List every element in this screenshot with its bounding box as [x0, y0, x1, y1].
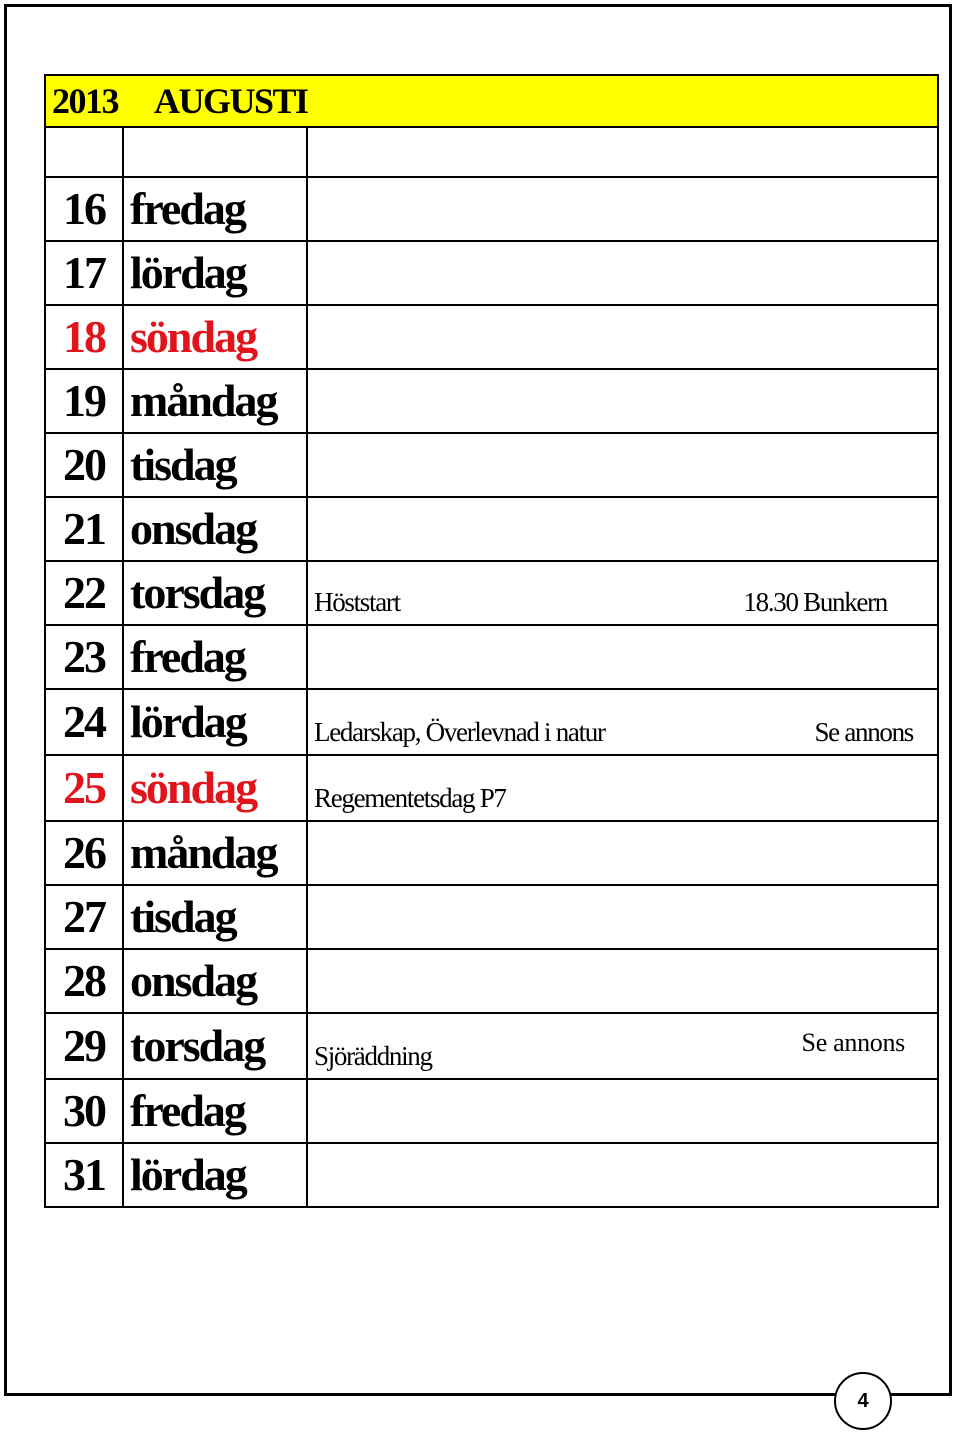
day-name: onsdag [123, 497, 307, 561]
day-name: tisdag [123, 433, 307, 497]
calendar-header [45, 75, 938, 127]
day-name: måndag [123, 821, 307, 885]
event-cell [307, 177, 938, 241]
header-year: 2013 [52, 81, 118, 121]
day-name: tisdag [123, 885, 307, 949]
day-row [45, 1013, 938, 1079]
event-cell [307, 885, 938, 949]
day-name: lördag [123, 689, 307, 755]
day-name: måndag [123, 369, 307, 433]
day-number: 18 [45, 305, 123, 369]
day-row [45, 433, 938, 497]
day-name: fredag [123, 1079, 307, 1143]
event-cell [307, 1013, 938, 1079]
day-number: 19 [45, 369, 123, 433]
event-text: Regementetsdag P7 [314, 783, 506, 813]
event-text: Sjöräddning [314, 1041, 432, 1071]
day-row [45, 885, 938, 949]
day-number: 26 [45, 821, 123, 885]
day-row [45, 1143, 938, 1207]
day-name: onsdag [123, 949, 307, 1013]
day-row [45, 1079, 938, 1143]
event-cell [307, 821, 938, 885]
event-cell [307, 561, 938, 625]
day-number: 24 [45, 689, 123, 755]
event-cell [307, 241, 938, 305]
day-row [45, 369, 938, 433]
event-cell [307, 625, 938, 689]
spacer-cell [307, 127, 938, 177]
day-row [45, 689, 938, 755]
page-number: 4 [834, 1372, 892, 1430]
day-number: 22 [45, 561, 123, 625]
day-number: 16 [45, 177, 123, 241]
day-row [45, 821, 938, 885]
day-row [45, 177, 938, 241]
day-row [45, 949, 938, 1013]
day-number: 17 [45, 241, 123, 305]
day-row [45, 625, 938, 689]
day-name: torsdag [123, 1013, 307, 1079]
event-time-location: 18.30 Bunkern [743, 587, 888, 617]
event-cell [307, 1079, 938, 1143]
day-number: 29 [45, 1013, 123, 1079]
day-number: 20 [45, 433, 123, 497]
event-cell [307, 689, 938, 755]
day-number: 28 [45, 949, 123, 1013]
day-number: 30 [45, 1079, 123, 1143]
day-number: 31 [45, 1143, 123, 1207]
day-row [45, 497, 938, 561]
month-header [45, 75, 938, 127]
day-name: torsdag [123, 561, 307, 625]
event-cell [307, 305, 938, 369]
event-note: Se annons [801, 1028, 906, 1057]
event-cell [307, 369, 938, 433]
day-number: 27 [45, 885, 123, 949]
day-row [45, 305, 938, 369]
event-cell [307, 949, 938, 1013]
day-name: lördag [123, 241, 307, 305]
spacer-cell [123, 127, 307, 177]
event-text: Ledarskap, Överlevnad i natur [314, 717, 605, 747]
calendar-table [44, 74, 939, 1208]
day-row [45, 241, 938, 305]
day-name: fredag [123, 177, 307, 241]
day-number: 21 [45, 497, 123, 561]
day-name: lördag [123, 1143, 307, 1207]
day-name: söndag [123, 755, 307, 821]
event-note: Se annons [814, 717, 914, 747]
day-row [45, 755, 938, 821]
event-cell [307, 497, 938, 561]
event-cell [307, 1143, 938, 1207]
spacer-cell [45, 127, 123, 177]
day-name: söndag [123, 305, 307, 369]
spacer-row [45, 127, 938, 177]
event-text: Höststart [314, 587, 400, 617]
day-number: 25 [45, 755, 123, 821]
day-row [45, 561, 938, 625]
event-cell [307, 433, 938, 497]
day-name: fredag [123, 625, 307, 689]
day-number: 23 [45, 625, 123, 689]
header-month: AUGUSTI [154, 81, 308, 121]
event-cell [307, 755, 938, 821]
